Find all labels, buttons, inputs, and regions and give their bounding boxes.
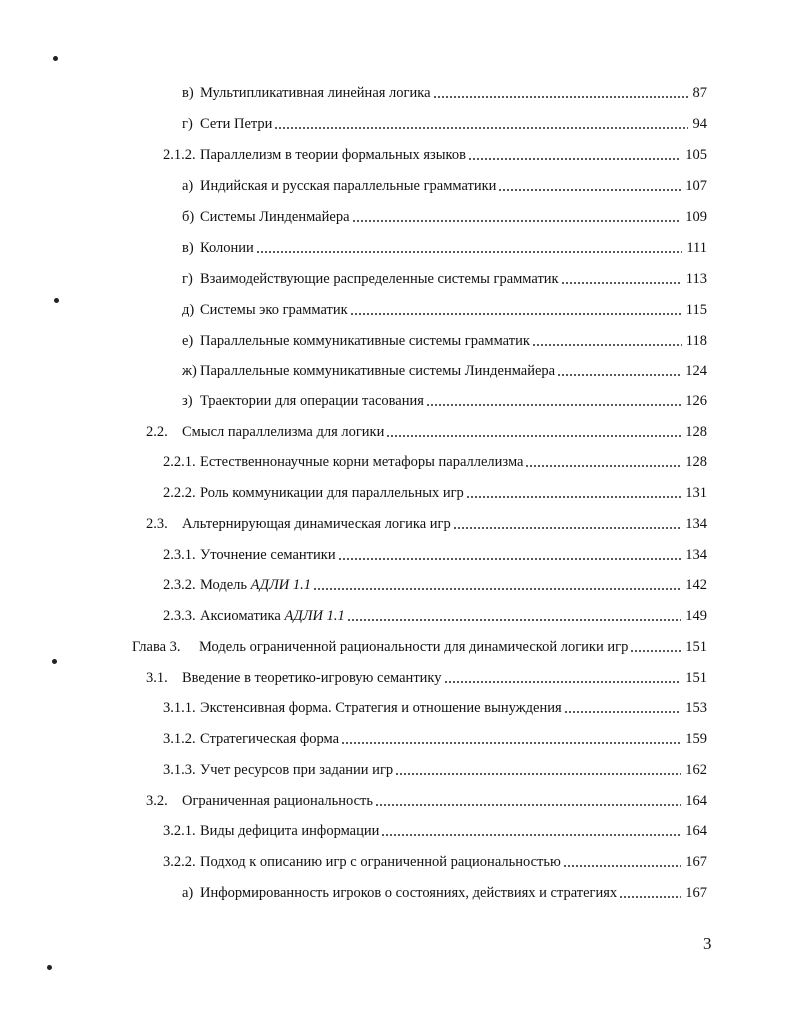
toc-entry-title: Роль коммуникации для параллельных игр	[200, 485, 464, 501]
toc-dot-leader	[395, 773, 681, 775]
toc-entry-title: Сети Петри	[200, 116, 273, 132]
toc-entry-number: 3.1.1.	[163, 700, 196, 716]
toc-entry-number: е)	[182, 333, 194, 349]
toc-entry-title-emphasis: АДЛИ 1.1	[250, 577, 311, 593]
toc-entry-page: 109	[685, 209, 707, 225]
toc-dot-leader	[381, 834, 681, 836]
toc-entry[interactable]	[182, 238, 707, 258]
toc-entry[interactable]	[163, 145, 707, 165]
toc-entry-title: Модель АДЛИ 1.1	[200, 577, 311, 593]
toc-dot-leader	[426, 404, 681, 406]
toc-entry-title: Системы Линденмайера	[200, 209, 350, 225]
toc-entry-title: Введение в теоретико-игровую семантику	[182, 670, 442, 686]
toc-entry-page: 118	[685, 333, 707, 349]
toc-entry-number: 2.3.1.	[163, 547, 196, 563]
toc-entry[interactable]	[182, 269, 707, 289]
toc-entry-number: 2.3.2.	[163, 577, 196, 593]
toc-entry-title: Аксиоматика АДЛИ 1.1	[200, 608, 345, 624]
toc-entry-number: г)	[182, 116, 193, 132]
toc-entry-title: Мультипликативная линейная логика	[200, 85, 431, 101]
toc-entry-number: 2.3.3.	[163, 608, 196, 624]
toc-dot-leader	[274, 127, 688, 129]
toc-entry-title: Естественнонаучные корни метафоры параллелизма	[200, 454, 524, 470]
toc-entry[interactable]	[182, 176, 707, 196]
toc-entry-title: Траектории для операции тасования	[200, 393, 424, 409]
toc-entry[interactable]	[163, 483, 707, 503]
toc-entry-title: Экстенсивная форма. Стратегия и отношение вынуждения	[200, 700, 562, 716]
toc-entry-title: Стратегическая форма	[200, 731, 340, 747]
toc-dot-leader	[466, 496, 681, 498]
toc-entry-title: Системы эко грамматик	[200, 302, 348, 318]
toc-entry-number: 3.1.	[146, 670, 168, 686]
toc-entry-title: Уточнение семантики	[200, 547, 336, 563]
toc-entry-page: 151	[685, 639, 707, 655]
toc-entry-page: 107	[685, 178, 707, 194]
toc-entry-number: 2.3.	[146, 516, 168, 532]
toc-entry-title: Виды дефицита информации	[200, 823, 380, 839]
toc-entry-page: 105	[685, 147, 707, 163]
toc-dot-leader	[564, 711, 681, 713]
toc-dot-leader	[468, 158, 681, 160]
toc-dot-leader	[563, 865, 681, 867]
toc-entry-page: 131	[685, 485, 707, 501]
toc-entry-page: 167	[685, 885, 707, 901]
toc-dot-leader	[557, 374, 681, 376]
toc-entry[interactable]	[146, 514, 707, 534]
toc-entry-number: з)	[182, 393, 193, 409]
toc-entry[interactable]	[146, 422, 707, 442]
toc-entry[interactable]	[182, 300, 707, 320]
toc-entry-number: Глава 3.	[132, 639, 181, 655]
toc-entry-number: г)	[182, 271, 193, 287]
toc-entry[interactable]	[182, 331, 707, 351]
toc-entry[interactable]	[182, 361, 707, 381]
toc-dot-leader	[444, 681, 681, 683]
toc-entry-page: 128	[685, 424, 707, 440]
toc-entry-number: а)	[182, 885, 194, 901]
page-number: 3	[703, 934, 712, 953]
toc-dot-leader	[561, 282, 682, 284]
toc-dot-leader	[433, 96, 688, 98]
toc-entry-number: 3.2.1.	[163, 823, 196, 839]
toc-dot-leader	[352, 220, 681, 222]
toc-dot-leader	[532, 344, 682, 346]
toc-dot-leader	[341, 742, 681, 744]
toc-entry-number: 2.2.2.	[163, 485, 196, 501]
toc-entry[interactable]	[163, 760, 707, 780]
toc-dot-leader	[313, 588, 681, 590]
toc-entry-title: Информированность игроков о состояниях, действиях и стратегиях	[200, 885, 618, 901]
toc-entry-title-emphasis: АДЛИ 1.1	[284, 608, 345, 624]
toc-entry-page: 87	[692, 85, 707, 101]
toc-entry-page: 164	[685, 823, 707, 839]
toc-entry-page: 113	[685, 271, 707, 287]
toc-entry-page: 128	[685, 454, 707, 470]
toc-dot-leader	[375, 804, 681, 806]
toc-entry-number: 2.2.	[146, 424, 168, 440]
toc-entry-title: Подход к описанию игр с ограниченной рациональностью	[200, 854, 561, 870]
toc-entry[interactable]	[182, 207, 707, 227]
toc-dot-leader	[453, 527, 681, 529]
toc-entry-page: 134	[685, 547, 707, 563]
toc-entry-page: 151	[685, 670, 707, 686]
toc-entry[interactable]	[163, 698, 707, 718]
toc-entry[interactable]	[182, 83, 707, 103]
toc-entry-number: в)	[182, 240, 194, 256]
toc-entry[interactable]	[163, 606, 707, 626]
toc-entry-title: Колонии	[200, 240, 254, 256]
toc-entry-page: 124	[685, 363, 707, 379]
toc-entry-number: 3.2.	[146, 793, 168, 809]
toc-dot-leader	[630, 650, 681, 652]
toc-entry[interactable]	[163, 575, 707, 595]
toc-dot-leader	[525, 465, 681, 467]
toc-dot-leader	[338, 558, 681, 560]
toc-entry-title: Ограниченная рациональность	[182, 793, 373, 809]
toc-entry-title: Параллельные коммуникативные системы Линденмайера	[200, 363, 556, 379]
toc-dot-leader	[347, 619, 681, 621]
toc-entry-title: Параллельные коммуникативные системы грамматик	[200, 333, 530, 349]
toc-entry-number: б)	[182, 209, 195, 225]
toc-entry-number: 3.1.3.	[163, 762, 196, 778]
toc-entry[interactable]	[163, 729, 707, 749]
toc-entry-page: 153	[685, 700, 707, 716]
toc-entry-title: Модель ограниченной рациональности для динамической логики игр	[199, 639, 629, 655]
toc-entry-page: 142	[685, 577, 707, 593]
toc-entry[interactable]	[182, 391, 707, 411]
toc-entry-title: Учет ресурсов при задании игр	[200, 762, 394, 778]
toc-entry-page: 164	[685, 793, 707, 809]
toc-entry-title: Смысл параллелизма для логики	[182, 424, 385, 440]
toc-entry-page: 94	[692, 116, 707, 132]
toc-entry[interactable]	[146, 668, 707, 688]
toc-entry[interactable]	[163, 545, 707, 565]
toc-entry[interactable]	[132, 637, 707, 657]
toc-entry-number: в)	[182, 85, 194, 101]
toc-entry-number: 2.1.2.	[163, 147, 196, 163]
toc-entry-number: а)	[182, 178, 194, 194]
toc-entry-page: 134	[685, 516, 707, 532]
toc-entry-page: 159	[685, 731, 707, 747]
scan-speck	[54, 298, 59, 303]
toc-dot-leader	[256, 251, 682, 253]
scan-speck	[52, 659, 57, 664]
toc-entry-page: 111	[686, 240, 707, 256]
scan-speck	[53, 56, 58, 61]
toc-entry-number: 3.1.2.	[163, 731, 196, 747]
toc-entry-title: Индийская и русская параллельные грамматики	[200, 178, 497, 194]
toc-entry-title: Взаимодействующие распределенные системы грамматик	[200, 271, 559, 287]
toc-dot-leader	[386, 435, 681, 437]
scan-speck	[47, 965, 52, 970]
toc-entry[interactable]	[182, 114, 707, 134]
toc-entry-page: 115	[685, 302, 707, 318]
toc-entry-page: 167	[685, 854, 707, 870]
toc-entry-number: ж)	[182, 363, 197, 379]
toc-entry-page: 162	[685, 762, 707, 778]
toc-entry-number: д)	[182, 302, 195, 318]
toc-entry[interactable]	[146, 791, 707, 811]
toc-entry[interactable]	[182, 883, 707, 903]
toc-entry-title: Параллелизм в теории формальных языков	[200, 147, 466, 163]
toc-entry[interactable]	[163, 852, 707, 872]
toc-dot-leader	[350, 313, 682, 315]
toc-entry-number: 3.2.2.	[163, 854, 196, 870]
toc-entry-page: 149	[685, 608, 707, 624]
toc-entry-title: Альтернирующая динамическая логика игр	[182, 516, 451, 532]
toc-entry[interactable]	[163, 452, 707, 472]
toc-dot-leader	[498, 189, 681, 191]
toc-dot-leader	[619, 896, 681, 898]
toc-entry[interactable]	[163, 821, 707, 841]
toc-entry-page: 126	[685, 393, 707, 409]
toc-entry-number: 2.2.1.	[163, 454, 196, 470]
